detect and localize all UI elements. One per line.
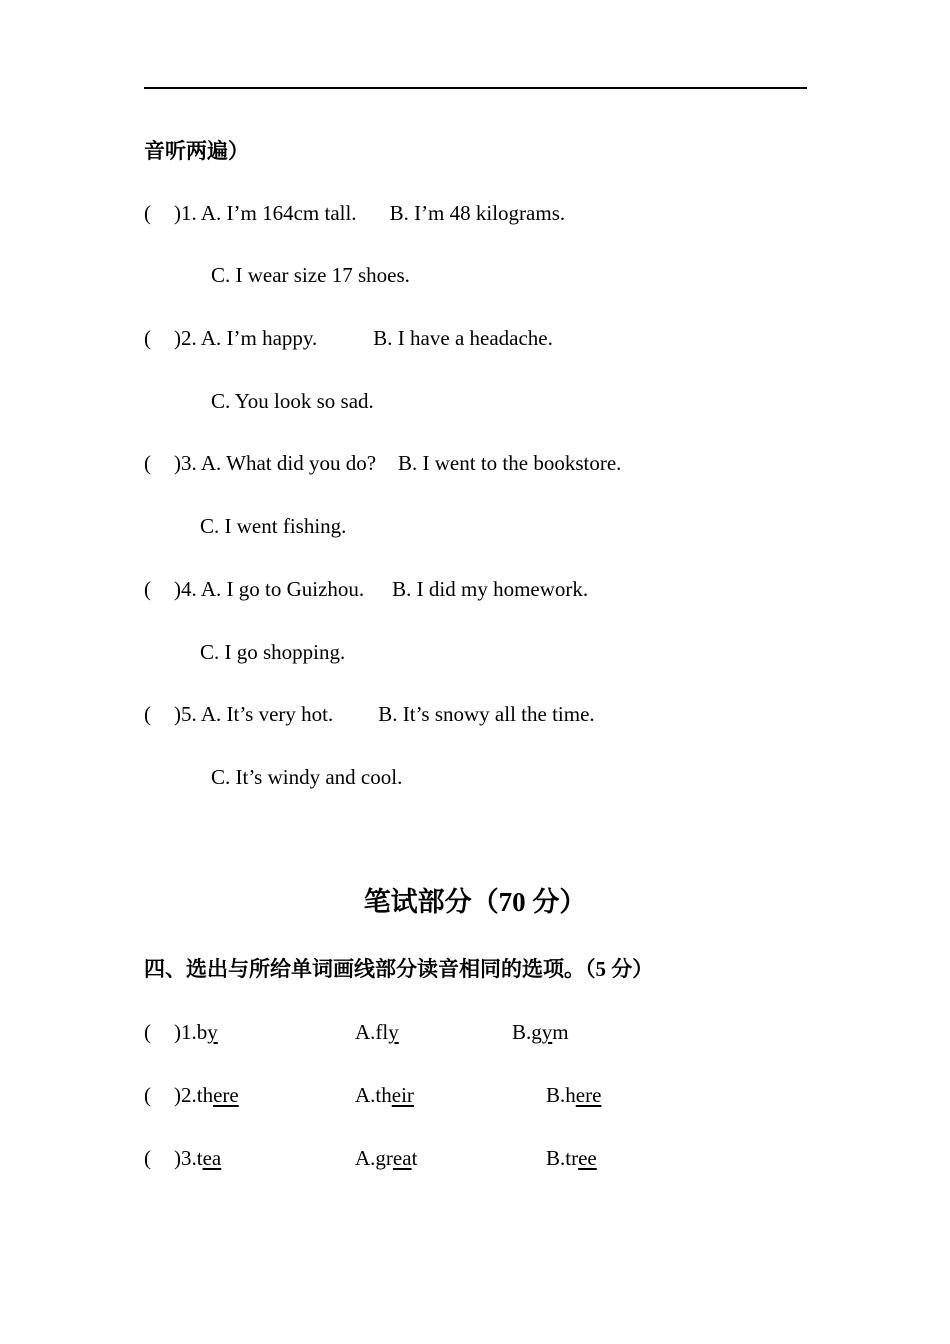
question-number: )1.: [174, 201, 197, 225]
option-a-text: A.fl: [355, 1020, 389, 1044]
phonics-option-a: [355, 1020, 399, 1044]
option-a: A. I’m happy.: [200, 326, 318, 350]
option-b: B. I’m 48 kilograms.: [389, 201, 566, 225]
answer-blank[interactable]: (: [144, 1083, 151, 1107]
question-2-option-c: C. You look so sad.: [211, 389, 374, 413]
answer-blank[interactable]: (: [144, 201, 151, 225]
option-a-underlined: ea: [392, 1146, 412, 1170]
question-4: [144, 577, 588, 601]
option-b-text: B.tr: [546, 1146, 579, 1170]
option-b-underlined: y: [541, 1020, 553, 1044]
option-a: A. I’m 164cm tall.: [200, 201, 357, 225]
answer-blank[interactable]: (: [144, 1146, 151, 1170]
question-number: )2.: [174, 326, 197, 350]
answer-blank[interactable]: (: [144, 451, 151, 475]
question-4-option-c: C. I go shopping.: [200, 640, 346, 664]
option-b: B. I went to the bookstore.: [398, 451, 622, 475]
header-rule: [144, 87, 807, 89]
target-word-text: t: [196, 1146, 203, 1170]
option-a-underlined: eir: [391, 1083, 414, 1107]
phonics-option-b: [546, 1083, 601, 1107]
target-word-text: th: [196, 1083, 214, 1107]
answer-blank[interactable]: (: [144, 577, 151, 601]
question-1-option-c: C. I wear size 17 shoes.: [211, 263, 410, 287]
option-a-text: A.th: [355, 1083, 392, 1107]
question-2: [144, 326, 553, 350]
target-word-underlined: y: [207, 1020, 218, 1044]
question-5: [144, 702, 595, 726]
option-a-text: A.gr: [355, 1146, 393, 1170]
option-a: A. What did you do?: [200, 451, 377, 475]
option-a-text: t: [411, 1146, 418, 1170]
question-5-option-c: C. It’s windy and cool.: [211, 765, 403, 789]
target-word-underlined: ere: [213, 1083, 239, 1107]
question-1: [144, 201, 565, 225]
phonics-option-b: [512, 1020, 569, 1044]
question-number: )5.: [174, 702, 197, 726]
question-3-option-c: C. I went fishing.: [200, 514, 347, 538]
phonics-question-1: [144, 1020, 218, 1044]
option-b: B. I have a headache.: [373, 326, 553, 350]
listening-instruction-tail: 音听两遍）: [144, 139, 249, 163]
phonics-option-a: [355, 1146, 417, 1170]
option-b-text: m: [552, 1020, 569, 1044]
option-b-text: B.h: [546, 1083, 576, 1107]
section-4-heading: 四、选出与所给单词画线部分读音相同的选项。（5 分）: [144, 957, 654, 981]
question-3: [144, 451, 621, 475]
phonics-option-b: [546, 1146, 597, 1170]
option-a: A. It’s very hot.: [200, 702, 334, 726]
option-b: B. I did my homework.: [392, 577, 589, 601]
phonics-option-a: [355, 1083, 414, 1107]
question-number: )2.: [174, 1083, 197, 1107]
phonics-question-3: [144, 1146, 221, 1170]
answer-blank[interactable]: (: [144, 326, 151, 350]
option-a-underlined: y: [388, 1020, 399, 1044]
option-b: B. It’s snowy all the time.: [378, 702, 595, 726]
question-number: )3.: [174, 451, 197, 475]
phonics-question-2: [144, 1083, 239, 1107]
option-b-underlined: ee: [578, 1146, 597, 1170]
written-section-title: 笔试部分（70 分）: [363, 887, 587, 917]
target-word-text: b: [196, 1020, 208, 1044]
option-b-underlined: ere: [575, 1083, 602, 1107]
question-number: )3.: [174, 1146, 197, 1170]
answer-blank[interactable]: (: [144, 1020, 151, 1044]
question-number: )4.: [174, 577, 197, 601]
option-a: A. I go to Guizhou.: [200, 577, 365, 601]
target-word-underlined: ea: [202, 1146, 222, 1170]
question-number: )1.: [174, 1020, 197, 1044]
option-b-text: B.g: [512, 1020, 542, 1044]
answer-blank[interactable]: (: [144, 702, 151, 726]
